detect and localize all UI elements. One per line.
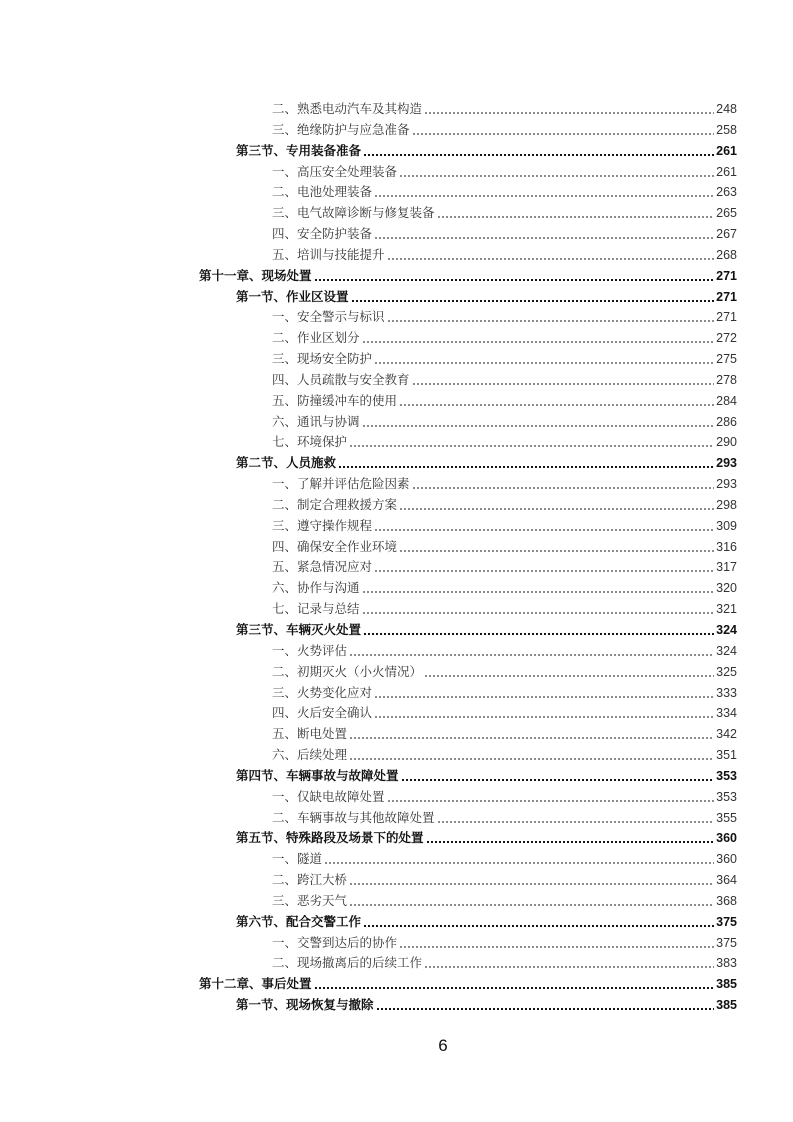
toc-entry-page: 355 bbox=[716, 810, 737, 825]
toc-subsection-entry[interactable] bbox=[272, 596, 737, 617]
toc-subsection-entry[interactable] bbox=[272, 346, 737, 367]
dot-leader bbox=[349, 904, 714, 906]
toc-entry-page: 272 bbox=[716, 331, 737, 346]
toc-section-entry[interactable] bbox=[236, 450, 737, 471]
toc-subsection-entry[interactable] bbox=[272, 534, 737, 555]
toc-entry-title: 三、火势变化应对 bbox=[272, 684, 373, 700]
dot-leader bbox=[362, 591, 715, 593]
toc-entry-page: 316 bbox=[716, 539, 737, 554]
toc-entry-page: 321 bbox=[716, 602, 737, 617]
toc-subsection-entry[interactable] bbox=[272, 200, 737, 221]
toc-entry-title: 五、紧急情况应对 bbox=[272, 559, 373, 575]
dot-leader bbox=[351, 300, 715, 302]
dot-leader bbox=[401, 779, 715, 781]
toc-entry-title: 二、制定合理救援方案 bbox=[272, 496, 398, 512]
toc-entry-page: 333 bbox=[716, 685, 737, 700]
toc-entry-title: 二、初期灭火（小火情况） bbox=[272, 663, 423, 679]
toc-subsection-entry[interactable] bbox=[272, 867, 737, 888]
dot-leader bbox=[412, 383, 715, 385]
toc-entry-page: 271 bbox=[716, 310, 737, 325]
toc-subsection-entry[interactable] bbox=[272, 179, 737, 200]
toc-subsection-entry[interactable] bbox=[272, 950, 737, 971]
dot-leader bbox=[399, 946, 714, 948]
toc-subsection-entry[interactable] bbox=[272, 659, 737, 680]
dot-leader bbox=[437, 216, 715, 218]
toc-subsection-entry[interactable] bbox=[272, 742, 737, 763]
toc-entry-title: 第十一章、现场处置 bbox=[199, 267, 312, 283]
toc-entry-title: 一、火势评估 bbox=[272, 642, 348, 658]
toc-entry-title: 四、安全防护装备 bbox=[272, 226, 373, 242]
toc-entry-title: 一、安全警示与标识 bbox=[272, 309, 385, 325]
dot-leader bbox=[426, 841, 715, 843]
toc-entry-page: 278 bbox=[716, 372, 737, 387]
dot-leader bbox=[424, 675, 714, 677]
toc-entry-title: 七、环境保护 bbox=[272, 434, 348, 450]
toc-entry-title: 四、确保安全作业环境 bbox=[272, 538, 398, 554]
dot-leader bbox=[424, 966, 714, 968]
toc-entry-page: 353 bbox=[716, 768, 737, 783]
toc-entry-page: 284 bbox=[716, 393, 737, 408]
toc-entry-title: 二、电池处理装备 bbox=[272, 184, 373, 200]
toc-entry-page: 265 bbox=[716, 206, 737, 221]
toc-subsection-entry[interactable] bbox=[272, 888, 737, 909]
dot-leader bbox=[374, 195, 714, 197]
dot-leader bbox=[424, 112, 714, 114]
toc-entry-page: 258 bbox=[716, 122, 737, 137]
toc-entry-page: 334 bbox=[716, 706, 737, 721]
dot-leader bbox=[362, 612, 715, 614]
toc-entry-title: 第一节、现场恢复与撤除 bbox=[236, 997, 374, 1013]
toc-entry-title: 一、隧道 bbox=[272, 851, 323, 867]
dot-leader bbox=[374, 529, 714, 531]
toc-entry-title: 三、电气故障诊断与修复装备 bbox=[272, 205, 435, 221]
toc-section-entry[interactable] bbox=[236, 138, 737, 159]
toc-chapter-entry[interactable] bbox=[199, 971, 737, 992]
toc-entry-page: 248 bbox=[716, 102, 737, 116]
toc-subsection-entry[interactable] bbox=[272, 513, 737, 534]
toc-entry-title: 二、跨江大桥 bbox=[272, 872, 348, 888]
dot-leader bbox=[374, 716, 714, 718]
dot-leader bbox=[376, 1008, 715, 1010]
toc-entry-title: 第六节、配合交警工作 bbox=[236, 913, 362, 929]
toc-entry-page: 351 bbox=[716, 748, 737, 763]
toc-entry-title: 五、培训与技能提升 bbox=[272, 246, 385, 262]
toc-entry-title: 第五节、特殊路段及场景下的处置 bbox=[236, 830, 424, 846]
toc-subsection-entry[interactable] bbox=[272, 304, 737, 325]
dot-leader bbox=[374, 696, 714, 698]
toc-section-entry[interactable] bbox=[236, 763, 737, 784]
toc-entry-title: 一、高压安全处理装备 bbox=[272, 163, 398, 179]
toc-subsection-entry[interactable] bbox=[272, 721, 737, 742]
toc-entry-title: 三、绝缘防护与应急准备 bbox=[272, 121, 410, 137]
dot-leader bbox=[374, 237, 714, 239]
toc-entry-title: 第四节、车辆事故与故障处置 bbox=[236, 767, 399, 783]
dot-leader bbox=[362, 425, 715, 427]
toc-entry-page: 271 bbox=[716, 289, 737, 304]
toc-subsection-entry[interactable] bbox=[272, 700, 737, 721]
toc-entry-title: 六、通讯与协调 bbox=[272, 413, 360, 429]
dot-leader bbox=[349, 445, 714, 447]
toc-subsection-entry[interactable] bbox=[272, 367, 737, 388]
toc-entry-page: 375 bbox=[716, 914, 737, 929]
toc-subsection-entry[interactable] bbox=[272, 242, 737, 263]
toc-section-entry[interactable] bbox=[236, 992, 737, 1013]
toc-subsection-entry[interactable] bbox=[272, 575, 737, 596]
dot-leader bbox=[363, 925, 714, 927]
dot-leader bbox=[324, 862, 714, 864]
toc-entry-page: 368 bbox=[716, 893, 737, 908]
dot-leader bbox=[399, 175, 714, 177]
toc-entry-title: 第一节、作业区设置 bbox=[236, 288, 349, 304]
toc-entry-title: 七、记录与总结 bbox=[272, 601, 360, 617]
toc-entry-page: 342 bbox=[716, 727, 737, 742]
toc-entry-title: 六、协作与沟通 bbox=[272, 580, 360, 596]
toc-entry-page: 267 bbox=[716, 227, 737, 242]
dot-leader bbox=[437, 821, 715, 823]
toc-entry-title: 四、火后安全确认 bbox=[272, 705, 373, 721]
toc-section-entry[interactable] bbox=[236, 284, 737, 305]
dot-leader bbox=[412, 487, 715, 489]
toc-entry-title: 第二节、人员施救 bbox=[236, 455, 337, 471]
toc-entry-title: 一、仅缺电故障处置 bbox=[272, 788, 385, 804]
toc-entry-title: 三、现场安全防护 bbox=[272, 351, 373, 367]
toc-entry-page: 320 bbox=[716, 581, 737, 596]
toc-entry-page: 364 bbox=[716, 873, 737, 888]
toc-subsection-entry[interactable] bbox=[272, 492, 737, 513]
toc-entry-title: 五、防撞缓冲车的使用 bbox=[272, 392, 398, 408]
toc-section-entry[interactable] bbox=[236, 909, 737, 930]
dot-leader bbox=[387, 800, 715, 802]
toc-entry-page: 261 bbox=[716, 143, 737, 158]
toc-entry-page: 261 bbox=[716, 164, 737, 179]
toc-subsection-entry[interactable] bbox=[272, 221, 737, 242]
dot-leader bbox=[349, 654, 714, 656]
dot-leader bbox=[314, 279, 715, 281]
toc-subsection-entry[interactable] bbox=[272, 554, 737, 575]
toc-entry-page: 309 bbox=[716, 518, 737, 533]
toc-entry-page: 317 bbox=[716, 560, 737, 575]
dot-leader bbox=[349, 883, 714, 885]
toc-entry-title: 二、车辆事故与其他故障处置 bbox=[272, 809, 435, 825]
toc-subsection-entry[interactable] bbox=[272, 96, 737, 117]
toc-subsection-entry[interactable] bbox=[272, 117, 737, 138]
toc-entry-page: 385 bbox=[716, 977, 737, 992]
toc-entry-page: 353 bbox=[716, 789, 737, 804]
toc-entry-page: 324 bbox=[716, 643, 737, 658]
page-number: 6 bbox=[438, 1036, 448, 1055]
toc-entry-page: 286 bbox=[716, 414, 737, 429]
toc-entry-title: 三、恶劣天气 bbox=[272, 892, 348, 908]
toc-entry-title: 第三节、专用装备准备 bbox=[236, 142, 362, 158]
dot-leader bbox=[338, 466, 714, 468]
toc-section-entry[interactable] bbox=[236, 825, 737, 846]
toc-entry-page: 271 bbox=[716, 268, 737, 283]
toc-entry-title: 一、了解并评估危险因素 bbox=[272, 476, 410, 492]
toc-entry-title: 六、后续处理 bbox=[272, 747, 348, 763]
dot-leader bbox=[314, 987, 715, 989]
toc-chapter-entry[interactable] bbox=[199, 263, 737, 284]
toc-subsection-entry[interactable] bbox=[272, 409, 737, 430]
toc-entry-page: 298 bbox=[716, 497, 737, 512]
dot-leader bbox=[362, 341, 715, 343]
toc-entry-page: 325 bbox=[716, 664, 737, 679]
toc-entry-page: 360 bbox=[716, 852, 737, 867]
toc-entry-title: 一、交警到达后的协作 bbox=[272, 934, 398, 950]
toc-subsection-entry[interactable] bbox=[272, 159, 737, 180]
toc-entry-title: 二、现场撤离后的后续工作 bbox=[272, 955, 423, 971]
dot-leader bbox=[412, 133, 715, 135]
toc-subsection-entry[interactable] bbox=[272, 471, 737, 492]
toc-subsection-entry[interactable] bbox=[272, 680, 737, 701]
dot-leader bbox=[349, 758, 714, 760]
dot-leader bbox=[363, 633, 714, 635]
toc-entry-page: 293 bbox=[716, 456, 737, 471]
toc-subsection-entry[interactable] bbox=[272, 388, 737, 409]
toc-entry-title: 二、作业区划分 bbox=[272, 330, 360, 346]
dot-leader bbox=[374, 570, 714, 572]
toc-entry-page: 268 bbox=[716, 247, 737, 262]
toc-entry-page: 375 bbox=[716, 935, 737, 950]
toc-entry-page: 290 bbox=[716, 435, 737, 450]
toc-entry-page: 360 bbox=[716, 831, 737, 846]
toc-section-entry[interactable] bbox=[236, 617, 737, 638]
toc-entry-title: 三、遵守操作规程 bbox=[272, 517, 373, 533]
toc-entry-title: 二、熟悉电动汽车及其构造 bbox=[272, 101, 423, 116]
toc-entry-page: 275 bbox=[716, 352, 737, 367]
dot-leader bbox=[363, 154, 714, 156]
dot-leader bbox=[399, 404, 714, 406]
toc-subsection-entry[interactable] bbox=[272, 930, 737, 951]
toc-entry-page: 293 bbox=[716, 477, 737, 492]
dot-leader bbox=[387, 320, 715, 322]
toc-entry-title: 四、人员疏散与安全教育 bbox=[272, 371, 410, 387]
toc-subsection-entry[interactable] bbox=[272, 784, 737, 805]
toc-subsection-entry[interactable] bbox=[272, 805, 737, 826]
toc-entry-page: 324 bbox=[716, 623, 737, 637]
toc-subsection-entry[interactable] bbox=[272, 846, 737, 867]
toc-subsection-entry[interactable] bbox=[272, 325, 737, 346]
toc-entry-page: 263 bbox=[716, 185, 737, 200]
dot-leader bbox=[387, 258, 715, 260]
dot-leader bbox=[349, 737, 714, 739]
dot-leader bbox=[374, 362, 714, 364]
toc-subsection-entry[interactable] bbox=[272, 429, 737, 450]
dot-leader bbox=[399, 550, 714, 552]
toc-entry-title: 第十二章、事后处置 bbox=[199, 976, 312, 992]
toc-subsection-entry[interactable] bbox=[272, 638, 737, 659]
dot-leader bbox=[399, 508, 714, 510]
toc-entry-page: 383 bbox=[716, 956, 737, 971]
toc-entry-title: 五、断电处置 bbox=[272, 726, 348, 742]
toc-entry-title: 第三节、车辆灭火处置 bbox=[236, 622, 362, 637]
toc-entry-page: 385 bbox=[716, 998, 737, 1013]
